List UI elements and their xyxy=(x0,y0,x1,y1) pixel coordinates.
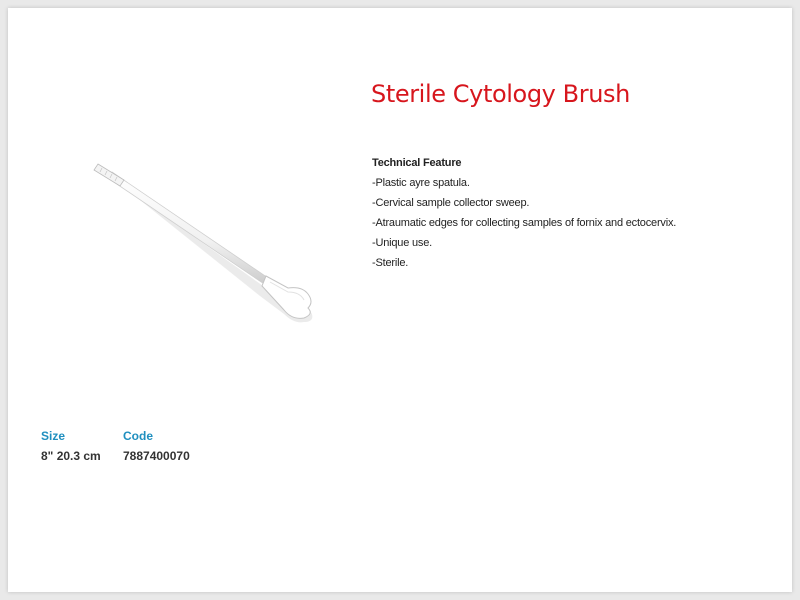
technical-feature-heading: Technical Feature xyxy=(372,157,462,169)
size-column-header: Size xyxy=(41,429,66,443)
code-cell: 7887400070 xyxy=(123,449,190,463)
feature-item: -Atraumatic edges for collecting samples of fornix and ectocervix. xyxy=(372,217,677,229)
size-cell: 8" 20.3 cm xyxy=(41,449,101,463)
cytology-spatula-icon xyxy=(88,158,328,328)
feature-item: -Unique use. xyxy=(372,237,432,249)
feature-list xyxy=(372,173,772,273)
feature-item: -Sterile. xyxy=(372,257,409,269)
product-title: Sterile Cytology Brush xyxy=(371,80,630,108)
feature-item: -Plastic ayre spatula. xyxy=(372,177,470,189)
product-sheet xyxy=(8,8,792,592)
table-row xyxy=(41,448,223,464)
spec-table xyxy=(41,428,223,464)
code-column-header: Code xyxy=(123,429,153,443)
feature-item: -Cervical sample collector sweep. xyxy=(372,197,530,209)
spec-table-header-row xyxy=(41,428,223,448)
technical-feature-section xyxy=(372,153,772,273)
